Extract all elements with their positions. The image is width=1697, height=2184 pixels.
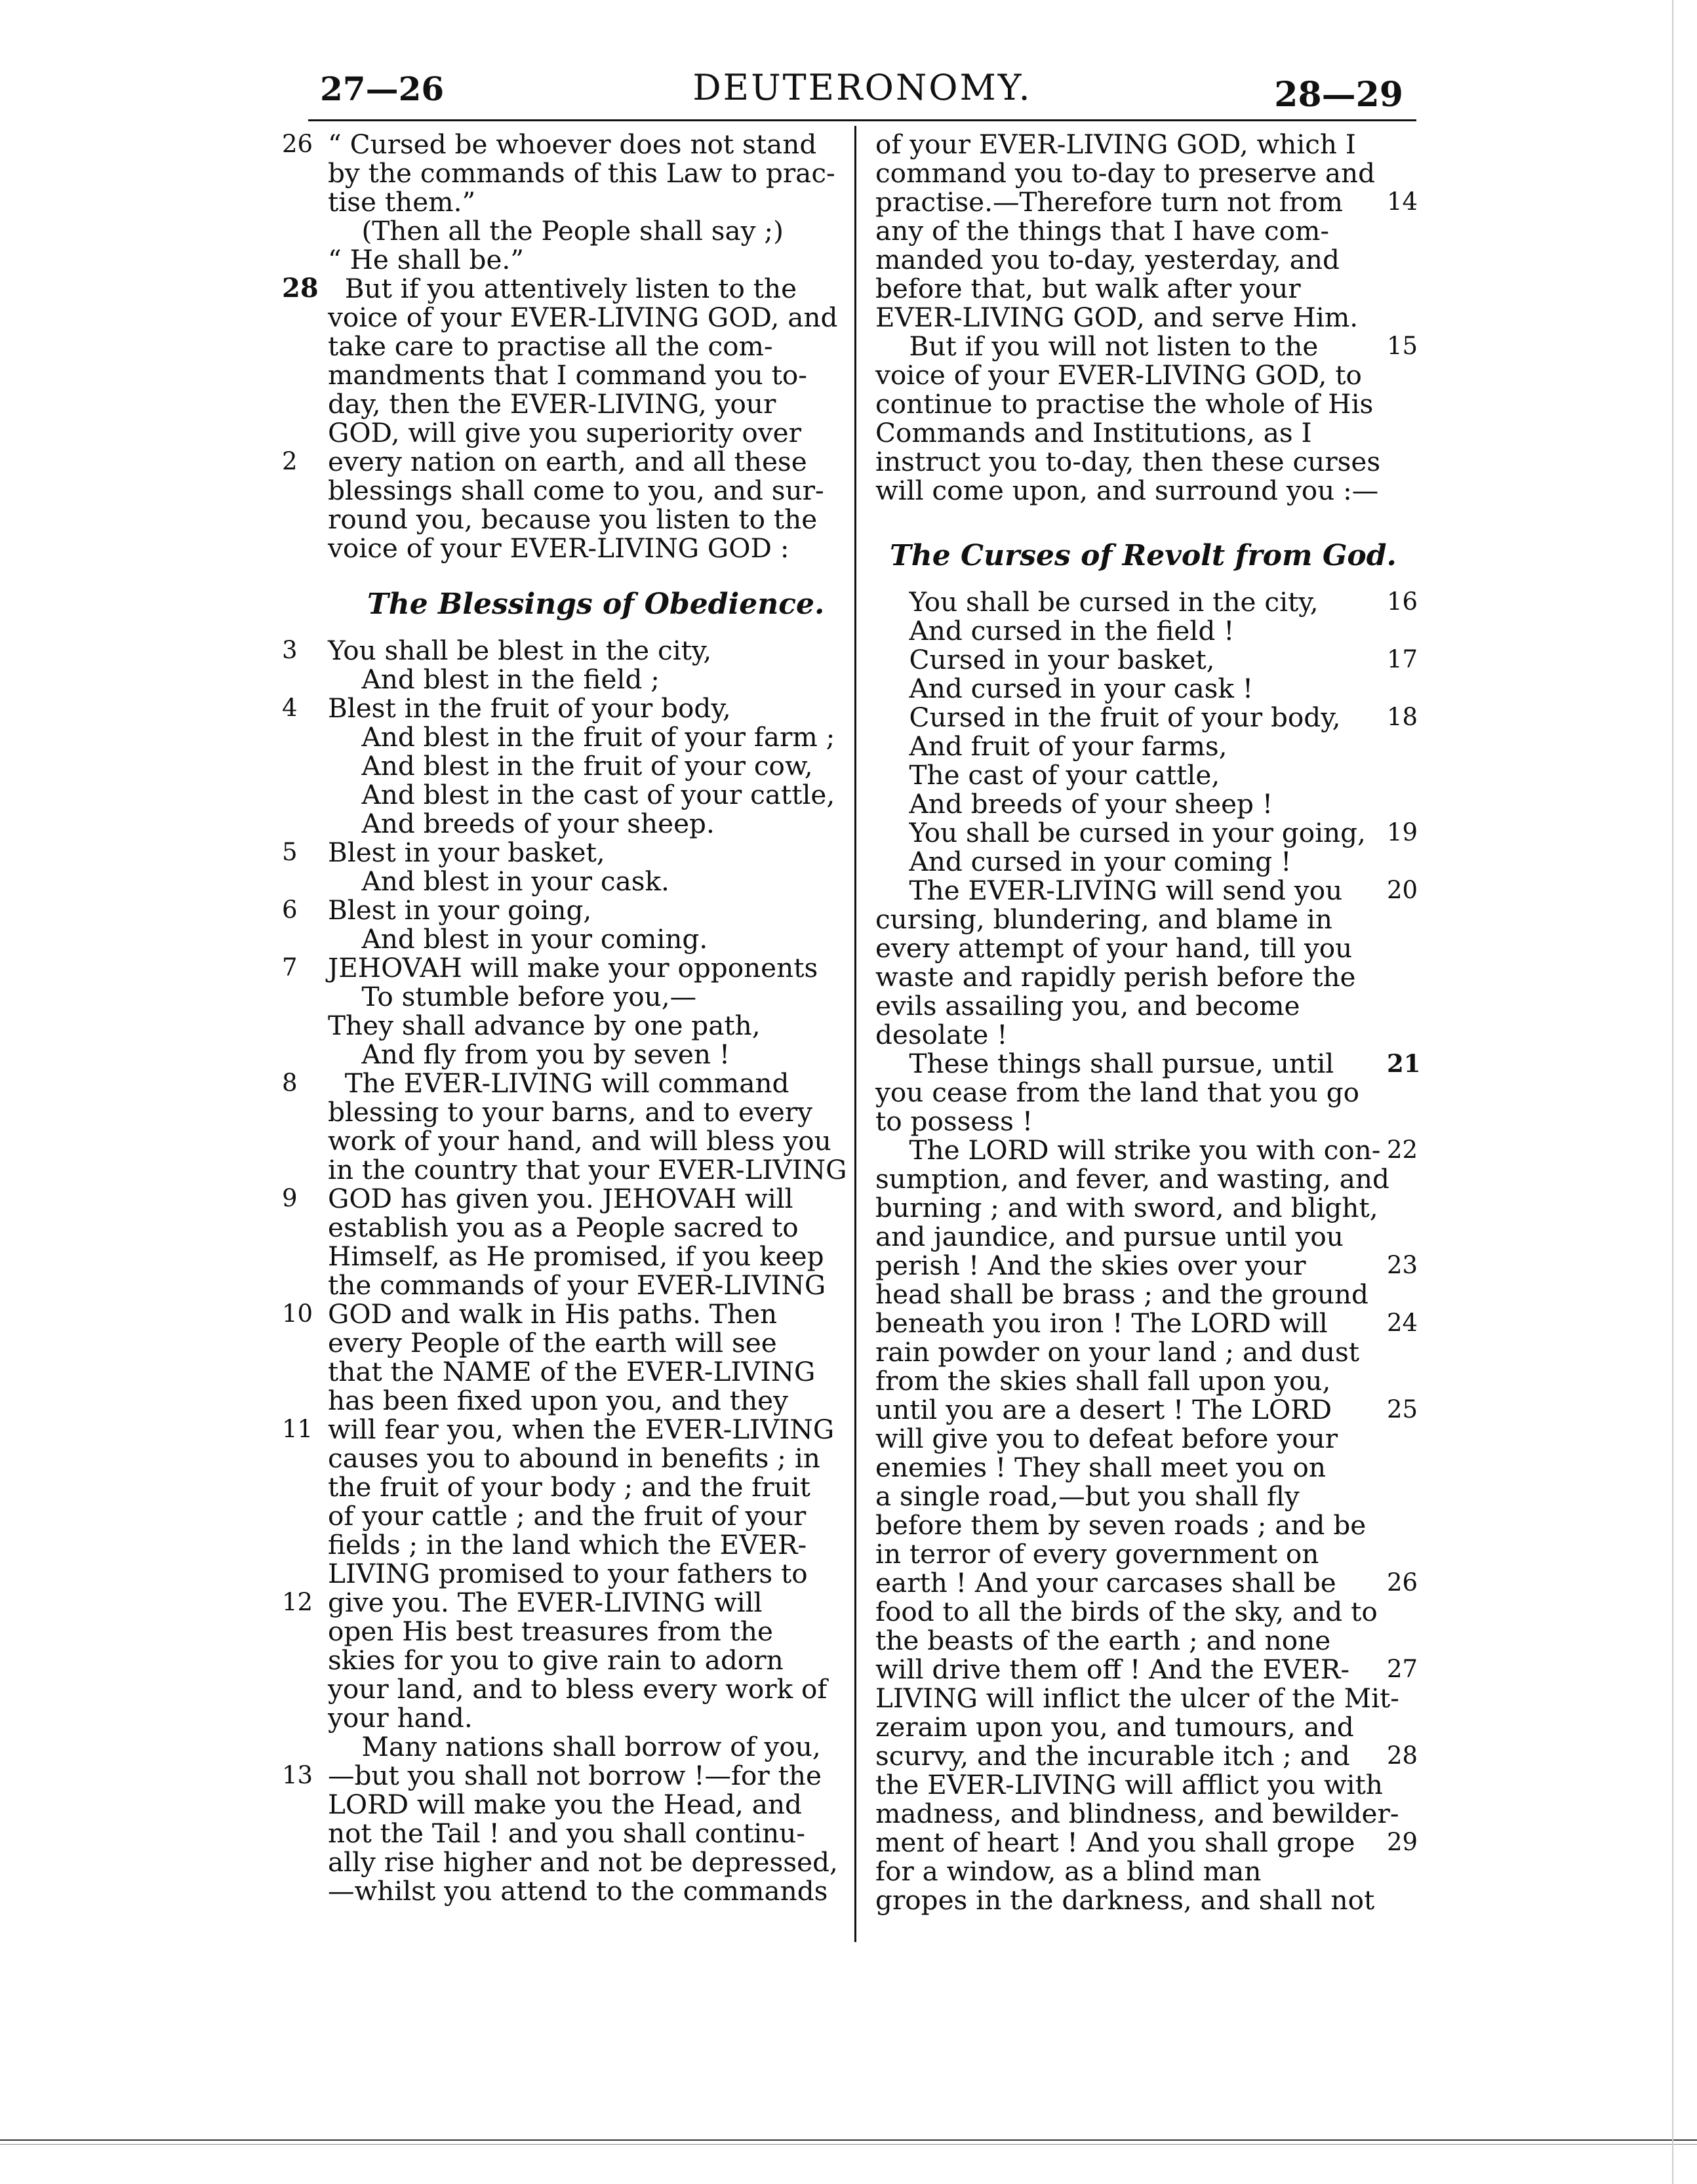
line-text: Cursed in your basket,: [875, 644, 1215, 675]
text-line: [875, 586, 1418, 618]
line-text: will drive them off ! And the EVER-: [875, 1654, 1350, 1685]
line-text: has been fixed upon you, and they: [328, 1385, 789, 1416]
text-line: [875, 1539, 1380, 1568]
left-column: [282, 129, 847, 1907]
line-text: every nation on earth, and all these: [328, 446, 807, 477]
text-line: [328, 361, 833, 389]
text-line: [875, 1424, 1380, 1453]
verse-number: 26: [1387, 1568, 1418, 1597]
line-text: zeraim upon you, and tumours, and: [875, 1711, 1354, 1743]
text-line: [875, 186, 1418, 218]
verse-number: 21: [1387, 1049, 1421, 1078]
text-line: [328, 780, 833, 809]
page-header: [308, 60, 1416, 119]
line-text: These things shall pursue, until: [875, 1048, 1334, 1079]
line-text: Himself, as He promised, if you keep: [328, 1241, 824, 1272]
text-line: [282, 692, 833, 724]
text-line: [875, 1280, 1380, 1309]
line-text: beneath you iron ! The LORD will: [875, 1307, 1328, 1339]
line-text: of your cattle ; and the fruit of your: [328, 1500, 807, 1532]
text-line: [328, 1098, 833, 1126]
text-line: [328, 332, 833, 361]
line-text: take care to practise all the com-: [328, 330, 773, 362]
text-line: [875, 1366, 1380, 1395]
line-text: You shall be cursed in the city,: [875, 586, 1319, 618]
line-text: instruct you to-day, then these curses: [875, 446, 1381, 477]
text-line: [875, 1769, 1383, 1800]
text-line: [328, 245, 833, 274]
line-text: The LORD will strike you with con-: [875, 1134, 1381, 1166]
line-text: And fruit of your farms,: [875, 730, 1228, 762]
column-divider: [854, 126, 856, 1942]
text-line: [875, 616, 1380, 645]
text-line: [328, 1357, 833, 1386]
text-line: [875, 1163, 1389, 1195]
text-line: [875, 1338, 1380, 1366]
line-text: GOD has given you. JEHOVAH will: [328, 1183, 793, 1214]
text-line: [282, 894, 833, 926]
text-line: [875, 1886, 1380, 1915]
line-text: EVER-LIVING GOD, and serve Him.: [875, 302, 1359, 333]
verse-number: 11: [282, 1415, 313, 1443]
line-text: And blest in the fruit of your farm ;: [328, 721, 835, 753]
text-line: [875, 245, 1380, 274]
line-text: sumption, and fever, and wasting, and: [875, 1163, 1389, 1195]
line-text: give you. The EVER-LIVING will: [328, 1587, 763, 1618]
text-line: [328, 1646, 833, 1675]
line-text: skies for you to give rain to adorn: [328, 1644, 784, 1676]
line-text: by the commands of this Law to prac-: [328, 157, 835, 189]
text-line: [875, 1654, 1418, 1685]
verse-number: 13: [282, 1761, 313, 1789]
line-text: ment of heart ! And you shall grope: [875, 1827, 1355, 1858]
text-line: [328, 1154, 847, 1185]
line-text: causes you to abound in benefits ; in: [328, 1442, 820, 1474]
page-edge: [1672, 0, 1673, 2184]
line-text: JEHOVAH will make your opponents: [328, 952, 818, 983]
text-line: [328, 159, 833, 188]
line-text: fields ; in the land which the EVER-: [328, 1529, 807, 1560]
text-line: [875, 130, 1380, 159]
line-text: And blest in your cask.: [328, 865, 669, 897]
text-line: [875, 963, 1380, 991]
line-text: LIVING will inflict the ulcer of the Mit-: [875, 1682, 1399, 1714]
text-line: [328, 1040, 833, 1069]
line-text: “ He shall be.”: [328, 244, 525, 275]
book-title: DEUTERONOMY.: [692, 67, 1032, 108]
verse-number: 2: [282, 447, 298, 475]
text-line: [328, 1501, 833, 1530]
text-line: [875, 1134, 1418, 1166]
verse-number: 10: [282, 1300, 313, 1328]
text-line: [328, 1559, 833, 1588]
line-text: not the Tail ! and you shall continu-: [328, 1817, 806, 1849]
line-text: will give you to defeat before your: [875, 1423, 1338, 1454]
line-text: tise them.”: [328, 186, 476, 218]
line-text: evils assailing you, and become: [875, 990, 1300, 1022]
verse-number: 8: [282, 1069, 298, 1097]
text-line: [282, 1067, 833, 1099]
text-line: [328, 1242, 833, 1271]
line-text: from the skies shall fall upon you,: [875, 1365, 1331, 1397]
text-line: [875, 274, 1380, 303]
bottom-rule-thin: [0, 2144, 1697, 2145]
line-text: day, then the EVER-LIVING, your: [328, 388, 776, 420]
line-text: continue to practise the whole of His: [875, 388, 1374, 420]
text-line: [875, 875, 1418, 906]
line-text: and jaundice, and pursue until you: [875, 1221, 1344, 1252]
text-line: [282, 952, 833, 983]
text-line: [328, 418, 833, 447]
verse-number: 28: [1387, 1741, 1418, 1770]
text-line: [875, 1511, 1380, 1539]
text-line: [328, 389, 833, 418]
text-line: [328, 723, 833, 751]
line-text: blessings shall come to you, and sur-: [328, 475, 824, 506]
text-line: [328, 751, 833, 780]
text-line: [328, 1819, 833, 1848]
text-line: [875, 1713, 1380, 1741]
text-line: [875, 905, 1380, 934]
right-verse-range: 28—29: [1274, 75, 1403, 115]
verse-number: 5: [282, 838, 298, 866]
text-line: [875, 847, 1380, 876]
bottom-rule: [0, 2139, 1697, 2141]
header-rule: [308, 119, 1416, 121]
section-heading-blessings: The Blessings of Obedience.: [367, 587, 825, 621]
text-line: [328, 924, 833, 953]
line-text: your hand.: [328, 1702, 473, 1734]
verse-number: 4: [282, 694, 298, 722]
text-line: [328, 1617, 833, 1646]
line-text: until you are a desert ! The LORD: [875, 1394, 1332, 1425]
line-text: And blest in the cast of your cattle,: [328, 779, 835, 810]
line-text: the EVER-LIVING will afflict you with: [875, 1769, 1383, 1800]
verse-number: 7: [282, 953, 298, 982]
text-line: [328, 665, 833, 694]
text-line: [328, 1126, 833, 1155]
line-text: Blest in your basket,: [328, 837, 605, 868]
text-line: [875, 1626, 1380, 1655]
line-text: before them by seven roads ; and be: [875, 1509, 1367, 1541]
line-text: The EVER-LIVING will command: [328, 1067, 789, 1099]
line-text: work of your hand, and will bless you: [328, 1125, 831, 1157]
line-text: Commands and Institutions, as I: [875, 417, 1312, 448]
line-text: gropes in the darkness, and shall not: [875, 1884, 1375, 1916]
verse-number: 6: [282, 896, 298, 924]
line-text: the fruit of your body ; and the fruit: [328, 1471, 810, 1503]
line-text: “ Cursed be whoever does not stand: [328, 129, 817, 160]
line-text: The EVER-LIVING will send you: [875, 875, 1343, 906]
text-line: [875, 476, 1380, 505]
text-line: [328, 1675, 833, 1703]
line-text: round you, because you listen to the: [328, 504, 818, 535]
text-line: [282, 837, 833, 868]
text-line: [875, 1597, 1380, 1626]
text-line: [328, 1386, 833, 1415]
line-text: in the country that your EVER-LIVING: [328, 1154, 847, 1185]
line-text: any of the things that I have com-: [875, 215, 1330, 247]
line-text: scurvy, and the incurable itch ; and: [875, 1740, 1350, 1772]
line-text: will come upon, and surround you :—: [875, 475, 1379, 506]
line-text: And blest in the fruit of your cow,: [328, 750, 813, 782]
verse-number: 9: [282, 1184, 298, 1212]
line-text: You shall be blest in the city,: [328, 635, 712, 666]
line-text: madness, and blindness, and bewilder-: [875, 1798, 1399, 1829]
text-line: [328, 1271, 833, 1300]
verse-number: 19: [1387, 818, 1418, 846]
line-text: GOD, will give you superiority over: [328, 417, 801, 448]
line-text: will fear you, when the EVER-LIVING: [328, 1414, 835, 1445]
text-line: [875, 1827, 1418, 1858]
text-line: [875, 159, 1380, 188]
line-text: GOD and walk in His paths. Then: [328, 1298, 778, 1330]
line-text: The cast of your cattle,: [875, 759, 1220, 791]
line-text: perish ! And the skies over your: [875, 1250, 1306, 1281]
verse-number: 26: [282, 130, 313, 158]
line-text: And cursed in your cask !: [875, 673, 1254, 704]
text-line: [875, 418, 1380, 447]
line-text: To stumble before you,—: [328, 981, 697, 1012]
verse-number: 17: [1387, 645, 1418, 673]
text-line: [328, 216, 833, 245]
line-text: the beasts of the earth ; and none: [875, 1625, 1331, 1656]
verse-number: 28: [282, 273, 319, 304]
text-line: [875, 934, 1380, 963]
line-text: Blest in the fruit of your body,: [328, 692, 731, 724]
text-line: [282, 129, 833, 160]
text-line: [282, 1183, 833, 1214]
right-column: [875, 129, 1421, 1916]
verse-number: 23: [1387, 1251, 1418, 1279]
text-line: [875, 1020, 1380, 1049]
text-line: [875, 361, 1380, 389]
text-line: [875, 1222, 1380, 1251]
line-text: ally rise higher and not be depressed,: [328, 1846, 838, 1878]
line-text: voice of your EVER-LIVING GOD, and: [328, 302, 838, 333]
line-text: And cursed in your coming !: [875, 846, 1292, 877]
line-text: You shall be cursed in your going,: [875, 817, 1366, 848]
verse-number: 15: [1387, 332, 1418, 360]
line-text: And fly from you by seven !: [328, 1039, 730, 1070]
text-line: [328, 1213, 833, 1242]
line-text: They shall advance by one path,: [328, 1010, 761, 1041]
verse-number: 27: [1387, 1655, 1418, 1683]
line-text: LIVING promised to your fathers to: [328, 1558, 808, 1589]
text-line: [875, 1193, 1380, 1222]
text-line: [328, 1473, 833, 1501]
text-line: [328, 1011, 833, 1040]
section-heading-curses: The Curses of Revolt from God.: [890, 539, 1397, 572]
text-line: [875, 674, 1380, 703]
line-text: Cursed in the fruit of your body,: [875, 702, 1341, 733]
line-text: of your EVER-LIVING GOD, which I: [875, 129, 1356, 160]
text-line: [875, 761, 1380, 789]
text-line: [875, 1682, 1399, 1714]
line-text: head shall be brass ; and the ground: [875, 1279, 1368, 1310]
line-text: food to all the birds of the sky, and to: [875, 1596, 1378, 1627]
text-line: [875, 1740, 1418, 1772]
verse-number: 12: [282, 1588, 313, 1616]
text-line: [328, 1328, 833, 1357]
line-text: desolate !: [875, 1019, 1008, 1050]
text-line: [282, 273, 833, 304]
text-line: [328, 1846, 838, 1878]
text-line: [875, 817, 1418, 848]
text-line: [875, 1482, 1380, 1511]
text-line: [875, 1453, 1380, 1482]
text-line: [328, 476, 833, 505]
text-line: [328, 1732, 833, 1761]
line-text: you cease from the land that you go: [875, 1077, 1360, 1108]
line-text: cursing, blundering, and blame in: [875, 903, 1332, 935]
verse-number: 25: [1387, 1395, 1418, 1423]
text-line: [328, 1790, 833, 1819]
verse-number: 3: [282, 636, 298, 664]
verse-number: 20: [1387, 876, 1418, 904]
text-line: [282, 1587, 833, 1618]
line-text: Many nations shall borrow of you,: [328, 1731, 821, 1762]
line-text: And blest in your coming.: [328, 923, 708, 955]
text-line: [328, 534, 833, 563]
text-line: [328, 1876, 833, 1905]
text-line: [328, 867, 833, 896]
text-line: [282, 1414, 835, 1445]
line-text: And breeds of your sheep.: [328, 808, 715, 839]
line-text: (Then all the People shall say ;): [328, 215, 784, 247]
line-text: manded you to-day, yesterday, and: [875, 244, 1340, 275]
text-line: [875, 216, 1380, 245]
text-line: [282, 446, 833, 477]
text-line: [875, 1857, 1380, 1886]
line-text: And cursed in the field !: [875, 615, 1235, 646]
line-text: —whilst you attend to the commands: [328, 1875, 828, 1907]
text-line: [328, 1444, 833, 1473]
text-line: [328, 809, 833, 838]
line-text: —but you shall not borrow !—for the: [328, 1760, 822, 1791]
line-text: voice of your EVER-LIVING GOD, to: [875, 359, 1362, 391]
line-text: before that, but walk after your: [875, 273, 1301, 304]
text-line: [875, 1048, 1421, 1079]
line-text: a single road,—but you shall fly: [875, 1480, 1300, 1512]
line-text: your land, and to bless every work of: [328, 1673, 828, 1705]
line-text: burning ; and with sword, and blight,: [875, 1192, 1378, 1223]
line-text: for a window, as a blind man: [875, 1856, 1262, 1887]
verse-number: 22: [1387, 1136, 1418, 1164]
line-text: enemies ! They shall meet you on: [875, 1452, 1326, 1483]
text-line: [875, 1107, 1380, 1136]
text-line: [875, 447, 1380, 476]
text-line: [282, 1298, 833, 1330]
text-line: [875, 789, 1380, 818]
line-text: to possess !: [875, 1105, 1033, 1137]
line-text: command you to-day to preserve and: [875, 157, 1376, 189]
verse-number: 24: [1387, 1309, 1418, 1337]
text-line: [328, 302, 838, 333]
line-text: Blest in your going,: [328, 894, 592, 926]
line-text: every attempt of your hand, till you: [875, 932, 1353, 964]
line-text: rain powder on your land ; and dust: [875, 1336, 1360, 1368]
text-line: [875, 991, 1380, 1020]
line-text: And blest in the field ;: [328, 664, 660, 695]
text-line: [875, 644, 1418, 675]
line-text: mandments that I command you to-: [328, 359, 807, 391]
text-line: [875, 1307, 1418, 1339]
left-verse-range: 27—26: [320, 69, 445, 108]
text-line: [875, 330, 1418, 362]
text-line: [875, 1250, 1418, 1281]
line-text: that the NAME of the EVER-LIVING: [328, 1356, 816, 1387]
line-text: blessing to your barns, and to every: [328, 1096, 813, 1128]
text-line: [282, 635, 833, 666]
line-text: every People of the earth will see: [328, 1327, 777, 1359]
text-line: [875, 389, 1380, 418]
text-line: [328, 188, 833, 216]
verse-number: 16: [1387, 587, 1418, 616]
line-text: practise.—Therefore turn not from: [875, 186, 1343, 218]
line-text: LORD will make you the Head, and: [328, 1789, 802, 1820]
text-line: [875, 702, 1418, 733]
text-line: [328, 1703, 833, 1732]
line-text: establish you as a People sacred to: [328, 1212, 799, 1243]
text-line: [328, 982, 833, 1011]
text-line: [875, 1078, 1380, 1107]
line-text: And breeds of your sheep !: [875, 788, 1273, 820]
text-line: [328, 1530, 833, 1559]
verse-number: 29: [1387, 1828, 1418, 1856]
line-text: the commands of your EVER-LIVING: [328, 1269, 826, 1301]
text-line: [875, 1394, 1418, 1425]
verse-number: 18: [1387, 703, 1418, 731]
line-text: in terror of every government on: [875, 1538, 1319, 1570]
line-text: earth ! And your carcases shall be: [875, 1567, 1336, 1598]
line-text: But if you will not listen to the: [875, 330, 1319, 362]
line-text: voice of your EVER-LIVING GOD :: [328, 532, 789, 564]
verse-number: 14: [1387, 188, 1418, 216]
line-text: open His best treasures from the: [328, 1616, 773, 1647]
text-line: [328, 505, 833, 534]
text-line: [282, 1760, 833, 1791]
line-text: waste and rapidly perish before the: [875, 961, 1356, 993]
text-line: [875, 1567, 1418, 1598]
text-line: [875, 732, 1380, 761]
line-text: But if you attentively listen to the: [328, 273, 797, 304]
text-line: [875, 1798, 1399, 1829]
text-line: [875, 303, 1380, 332]
